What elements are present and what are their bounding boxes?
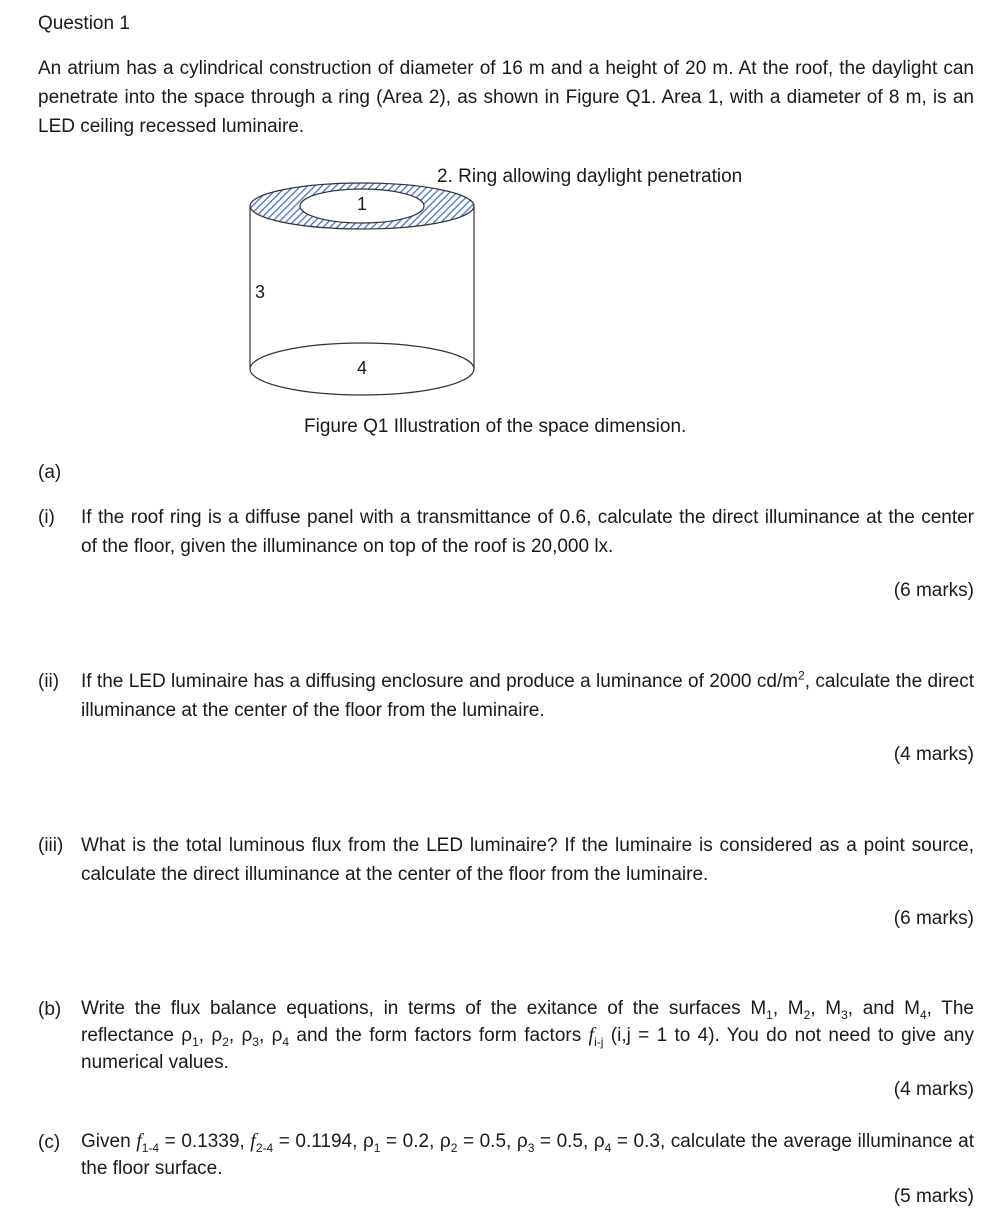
part-c-c2: = 0.1339, bbox=[159, 1131, 251, 1152]
sub-rho3: 3 bbox=[252, 1034, 259, 1049]
part-c-c7: = 0.3, calculate the average illuminance at the floor surface. bbox=[81, 1131, 974, 1179]
part-c-c3: = 0.1194, ρ bbox=[273, 1131, 374, 1152]
part-c-marks: (5 marks) bbox=[893, 1186, 974, 1207]
sub-m1: 1 bbox=[766, 1007, 773, 1022]
part-b-t7: , ρ bbox=[228, 1025, 253, 1046]
part-b-t2: , M bbox=[772, 998, 804, 1019]
part-b-t3: , M bbox=[810, 998, 842, 1019]
part-a-iii-label: (iii) bbox=[38, 835, 64, 856]
sub-rho4: 4 bbox=[282, 1034, 290, 1049]
squared-superscript: 2 bbox=[798, 668, 805, 683]
part-c-c5: = 0.5, ρ bbox=[457, 1131, 528, 1152]
area-3-label: 3 bbox=[255, 282, 266, 302]
area-4-label: 4 bbox=[357, 358, 368, 378]
part-a-i-text: If the roof ring is a diffuse panel with a transmittance of 0.6, calculate the direct illuminance at the center of the floor, given the illuminance on top of the roof is 20,000 lx. bbox=[81, 507, 974, 557]
part-b-t9: and the form factors form factors bbox=[289, 1025, 589, 1046]
sub-p2: 2 bbox=[450, 1140, 458, 1155]
sub-rho1: 1 bbox=[192, 1034, 199, 1049]
figure-caption: Figure Q1 Illustration of the space dimension. bbox=[304, 416, 687, 437]
part-b-t4: , and M bbox=[847, 998, 920, 1019]
f24-symbol: f bbox=[250, 1130, 256, 1152]
part-b-t10: (i,j = 1 to 4). You do not need to give any numerical values. bbox=[81, 1025, 974, 1073]
part-b-t5: , The reflectance ρ bbox=[81, 998, 974, 1046]
part-a-ii-text bbox=[81, 667, 974, 725]
sub-m4: 4 bbox=[919, 1007, 927, 1022]
part-b-marks: (4 marks) bbox=[893, 1079, 974, 1100]
sub-24: 2-4 bbox=[255, 1140, 274, 1155]
part-c-c6: = 0.5, ρ bbox=[534, 1131, 605, 1152]
part-b-t1: Write the flux balance equations, in terms of the exitance of the surfaces M bbox=[81, 998, 767, 1019]
part-c-c4: = 0.2, ρ bbox=[380, 1131, 451, 1152]
ring-label: 2. Ring allowing daylight penetration bbox=[437, 166, 743, 187]
intro-paragraph: An atrium has a cylindrical construction of diameter of 16 m and a height of 20 m. At the roof, the daylight can penetrate into the space through a ring (Area 2), as shown in Figure Q1. Area 1, with a diameter of 8 m, is an LED ceiling recessed luminaire. bbox=[38, 58, 974, 137]
sub-ij: i-j bbox=[594, 1034, 604, 1049]
part-a-iii-text: What is the total luminous flux from the LED luminaire? If the luminaire is considered as a point source, calculate the direct illuminance at the center of the floor from the luminaire. bbox=[81, 835, 974, 885]
sub-14: 1-4 bbox=[141, 1140, 160, 1155]
sub-rho2: 2 bbox=[222, 1034, 229, 1049]
part-b-label: (b) bbox=[38, 999, 62, 1020]
part-a-i-marks: (6 marks) bbox=[893, 580, 974, 601]
part-a-ii-text-after: , calculate the direct illuminance at the center of the floor from the luminaire. bbox=[81, 671, 974, 721]
part-b-t6: , ρ bbox=[198, 1025, 223, 1046]
sub-m3: 3 bbox=[841, 1007, 848, 1022]
f14-symbol: f bbox=[136, 1130, 142, 1152]
part-a-label: (a) bbox=[38, 462, 62, 483]
sub-p3: 3 bbox=[527, 1140, 535, 1155]
question-title: Question 1 bbox=[38, 13, 130, 34]
part-b-text bbox=[81, 995, 974, 1076]
sub-p4: 4 bbox=[604, 1140, 612, 1155]
part-c-text bbox=[81, 1128, 974, 1182]
area-1-label: 1 bbox=[357, 194, 368, 214]
part-b-t8: , ρ bbox=[258, 1025, 283, 1046]
part-a-ii-marks: (4 marks) bbox=[893, 744, 974, 765]
part-a-i-label: (i) bbox=[38, 507, 55, 528]
part-a-ii-text-before: If the LED luminaire has a diffusing enclosure and produce a luminance of 2000 cd/m bbox=[81, 671, 799, 692]
sub-p1: 1 bbox=[373, 1140, 381, 1155]
part-a-iii-marks: (6 marks) bbox=[893, 908, 974, 929]
part-c-c1: Given bbox=[81, 1131, 137, 1152]
part-a-ii-label: (ii) bbox=[38, 671, 60, 692]
form-factor-symbol: f bbox=[588, 1024, 595, 1046]
sub-m2: 2 bbox=[803, 1007, 811, 1022]
part-c-label: (c) bbox=[38, 1132, 61, 1153]
